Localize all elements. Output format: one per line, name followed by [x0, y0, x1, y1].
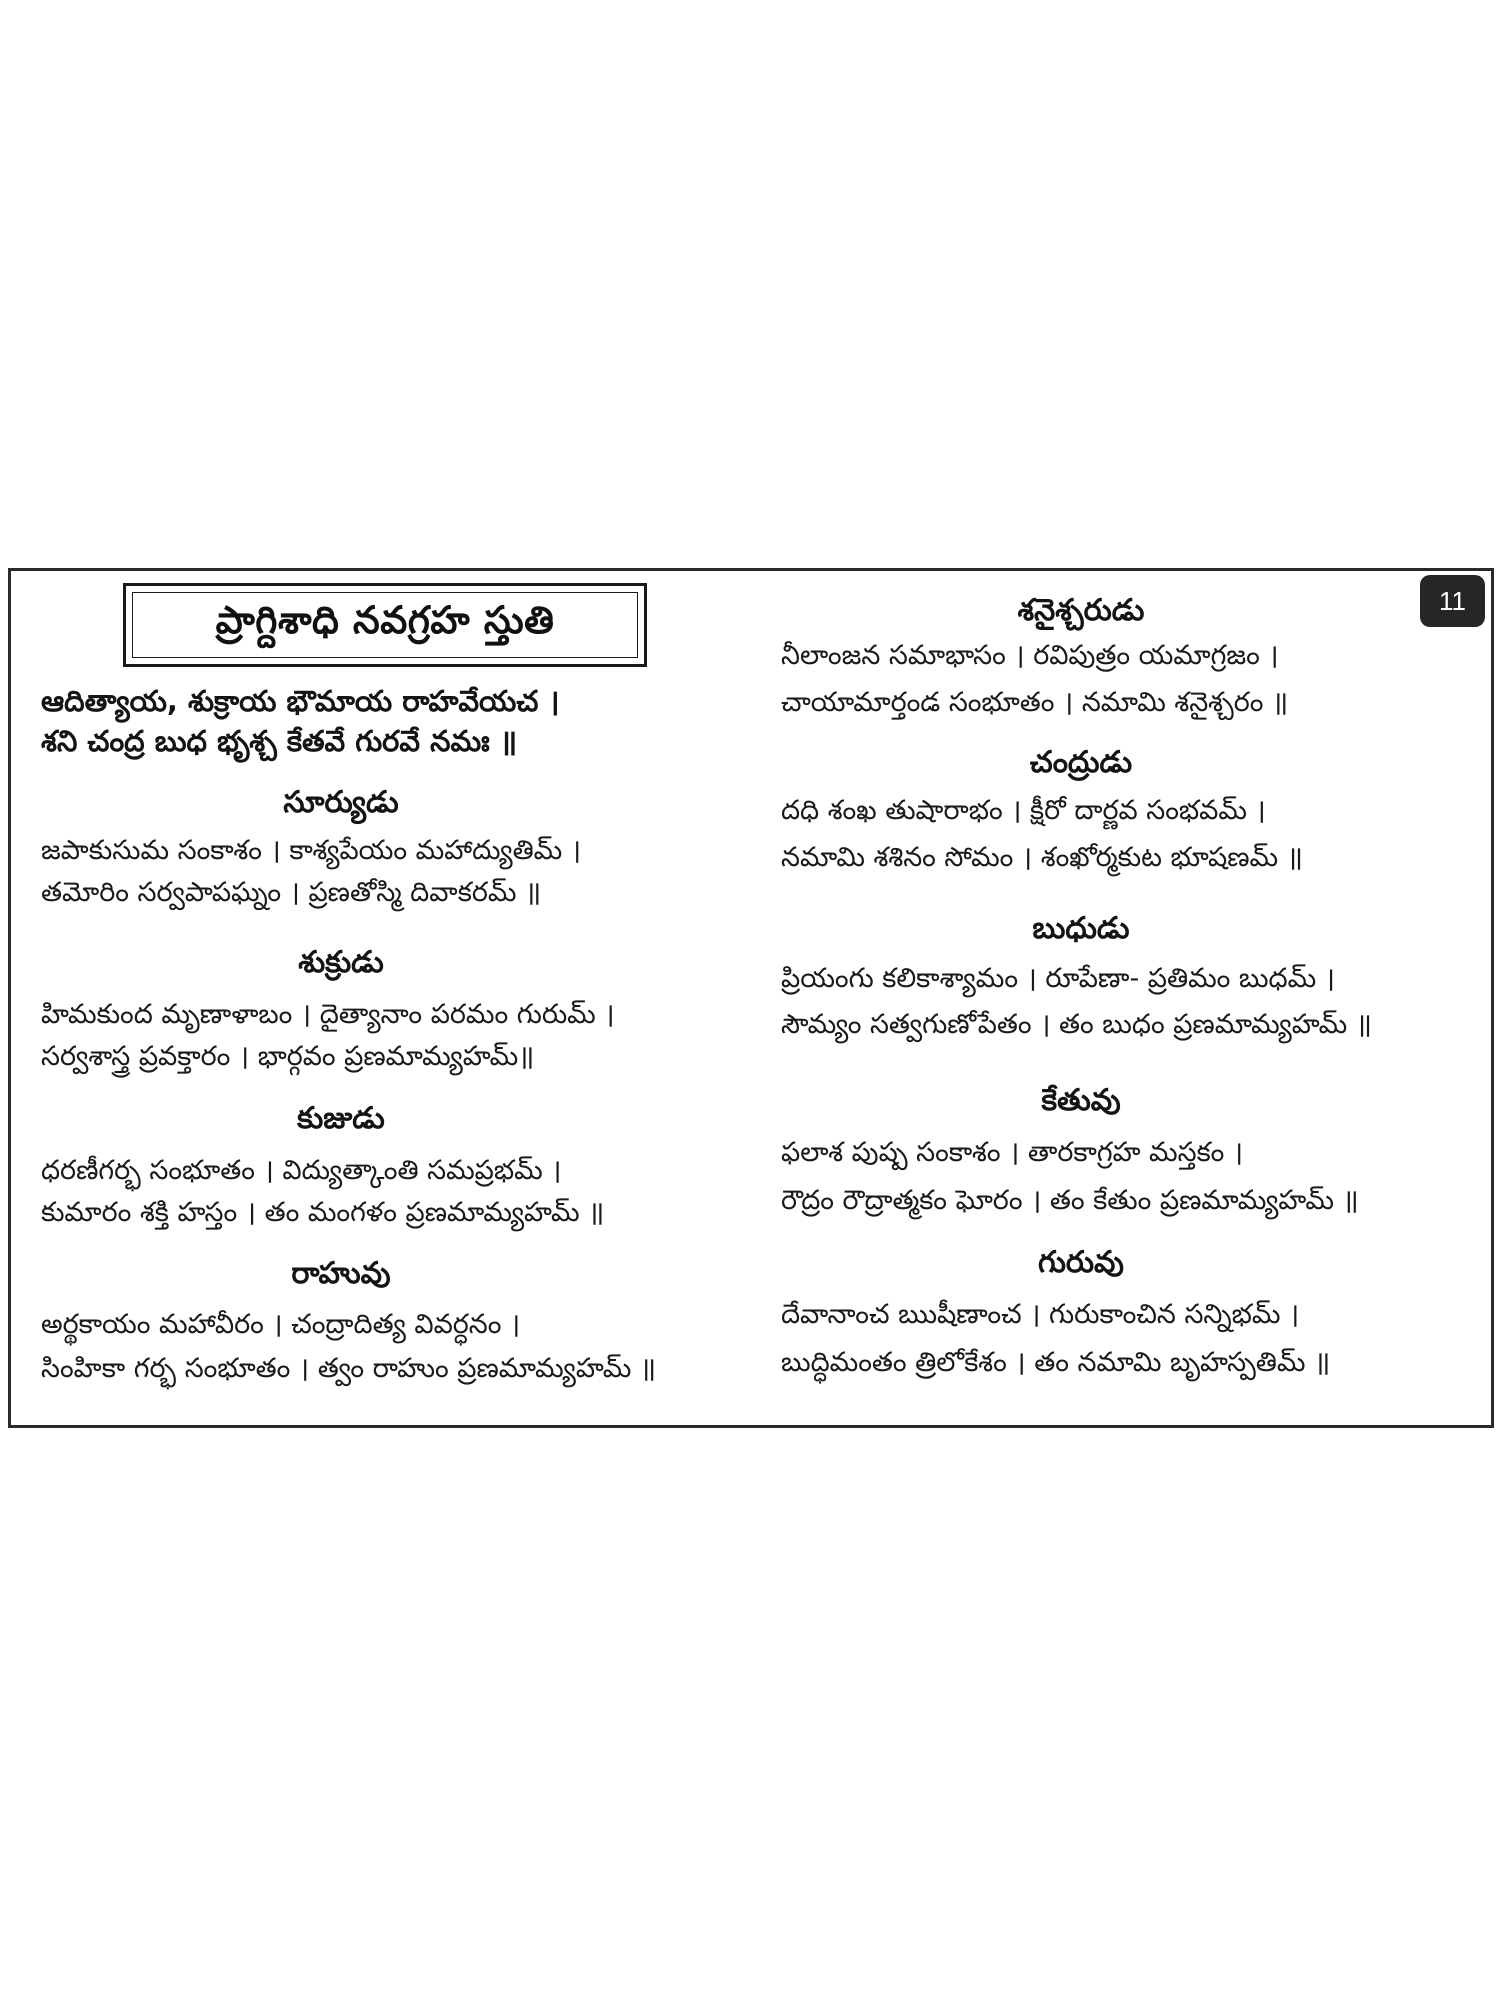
verse-line: దధి శంఖ తుషారాభం । క్షీరో దార్ణవ సంభవమ్ ।	[781, 795, 1266, 826]
invocation-line-1: ఆదిత్యాయ, శుక్రాయ భౌమాయ రాహవేయచ ।	[41, 684, 560, 718]
verse-line: అర్థకాయం మహావీరం । చంద్రాదిత్య వివర్ధనం ।	[41, 1309, 521, 1340]
verse-line: నమామి శశినం సోమం । శంఖోర్మకుట భూషణమ్ ॥	[781, 842, 1303, 873]
section-heading-surya: సూర్యుడు	[283, 785, 399, 820]
verse-line: సర్వశాస్త్ర ప్రవక్తారం । భార్గవం ప్రణమామ్యహమ్॥	[41, 1041, 535, 1072]
verse-line: సింహికా గర్భ సంభూతం । త్వం రాహుం ప్రణమామ్యహమ్ ॥	[41, 1353, 657, 1384]
section-heading-ketu: కేతువు	[1041, 1083, 1121, 1118]
verse-line: ఫలాశ పుష్ప సంకాశం । తారకాగ్రహ మస్తకం ।	[781, 1137, 1244, 1168]
section-heading-guru: గురువు	[1038, 1245, 1124, 1280]
verse-line: జపాకుసుమ సంకాశం । కాశ్యపేయం మహాద్యుతిమ్ ।	[41, 835, 582, 866]
verse-line: ప్రియంగు కలికాశ్యామం । రూపేణా- ప్రతిమం బుధమ్ ।	[781, 963, 1335, 994]
verse-line: కుమారం శక్తి హస్తం । తం మంగళం ప్రణమామ్యహమ్ ॥	[41, 1197, 605, 1228]
verse-line: తమోరిం సర్వపాపఘ్నం । ప్రణతోస్మి దివాకరమ్ ॥	[41, 877, 542, 908]
verse-line: చాయామార్తండ సంభూతం । నమామి శనైశ్చరం ॥	[781, 687, 1289, 718]
verse-line: సౌమ్యం సత్వగుణోపేతం । తం బుధం ప్రణమామ్యహమ్ ॥	[781, 1009, 1372, 1040]
page-title: ప్రాగ్దిశాధి నవగ్రహ స్తుతి	[215, 598, 555, 642]
verse-line: ధరణీగర్భ సంభూతం । విద్యుత్కాంతి సమప్రభమ్ ।	[41, 1155, 562, 1186]
verse-line: హిమకుంద మృణాళాబం । దైత్యానాం పరమం గురుమ్ ।	[41, 999, 615, 1030]
page-number-badge	[1420, 575, 1485, 627]
section-heading-chandra: చంద్రుడు	[1029, 745, 1133, 780]
page-number: 11	[1439, 585, 1466, 616]
section-heading-budha: బుధుడు	[1032, 911, 1130, 946]
invocation-line-2: శని చంద్ర బుధ భృశ్చ కేతవే గురవే నమః ॥	[41, 724, 518, 758]
verse-line: నీలాంజన సమాభాసం । రవిపుత్రం యమాగ్రజం ।	[781, 640, 1279, 671]
verse-line: దేవానాంచ ఋషీణాంచ । గురుకాంచిన సన్నిభమ్ ।	[781, 1299, 1300, 1330]
verse-line: రౌద్రం రౌద్రాత్మకం ఘోరం । తం కేతుం ప్రణమామ్యహమ్ ॥	[781, 1185, 1359, 1216]
section-heading-shukra: శుక్రుడు	[298, 945, 384, 980]
verse-line: బుద్ధిమంతం త్రిలోకేశం । తం నమామి బృహస్పతిమ్ ॥	[781, 1347, 1331, 1378]
title-box	[123, 583, 647, 667]
stotra-panel	[8, 568, 1494, 1428]
section-heading-rahu: రాహువు	[291, 1256, 391, 1291]
section-heading-shani: శనైశ్చరుడు	[1017, 593, 1145, 628]
section-heading-kuja: కుజుడు	[297, 1101, 385, 1136]
